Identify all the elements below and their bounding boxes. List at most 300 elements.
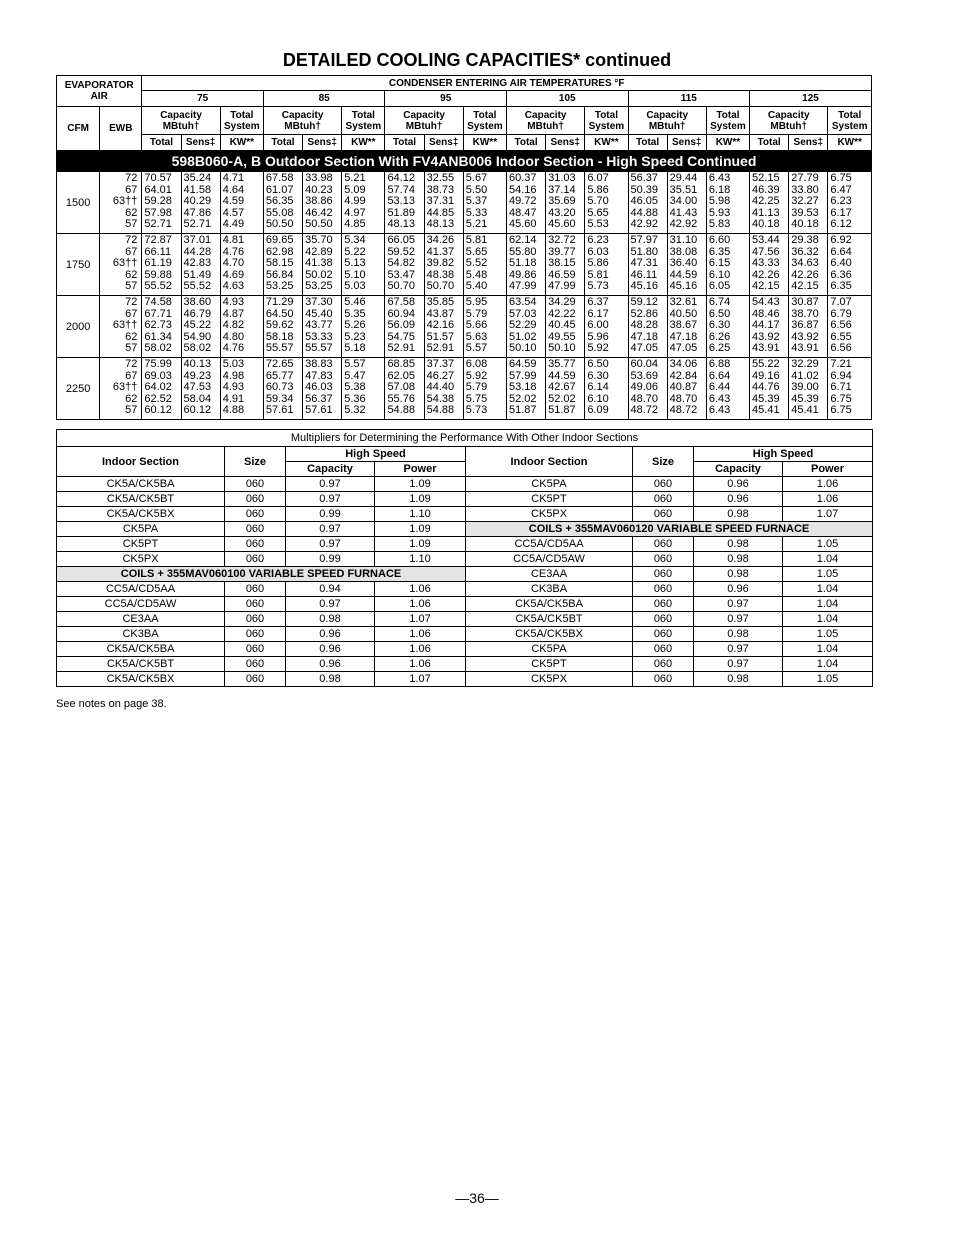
data-value: 72.65 xyxy=(265,358,294,370)
mult-cell: 1.04 xyxy=(783,657,873,672)
data-value: 64.59 xyxy=(508,358,537,370)
cfm-group-row xyxy=(57,358,872,420)
mult-cell: CC5A/CD5AW xyxy=(466,552,633,567)
data-cell xyxy=(750,172,789,234)
size-header: Size xyxy=(225,447,286,477)
data-value: 50.10 xyxy=(508,342,537,355)
data-value: 46.39 xyxy=(752,183,780,196)
data-value: 6.30 xyxy=(708,319,731,332)
data-value: 42.89 xyxy=(305,245,333,258)
data-value: 31.10 xyxy=(669,234,698,246)
data-value: 44.85 xyxy=(426,206,455,219)
mult-cell: 060 xyxy=(633,537,694,552)
data-value: 50.10 xyxy=(548,342,576,355)
mult-cell: 1.09 xyxy=(375,537,466,552)
data-value: 40.18 xyxy=(791,218,819,231)
data-cell xyxy=(142,172,181,234)
data-value: 52.02 xyxy=(548,392,576,405)
mult-cell: 1.05 xyxy=(783,567,873,582)
data-cell xyxy=(424,234,463,296)
mult-row xyxy=(57,597,873,612)
ewb-value: 72 xyxy=(125,358,138,370)
sens-header: Sens‡ xyxy=(181,135,220,151)
data-value: 7.21 xyxy=(830,358,852,370)
ewb-value: 57 xyxy=(125,342,138,355)
data-value: 6.37 xyxy=(587,296,609,308)
data-value: 39.77 xyxy=(548,245,576,258)
data-value: 5.98 xyxy=(708,195,731,208)
data-value: 54.43 xyxy=(752,296,780,308)
mult-cell: 060 xyxy=(225,477,286,492)
mult-cell: 0.97 xyxy=(286,537,375,552)
data-cell xyxy=(628,296,667,358)
mult-row xyxy=(57,552,873,567)
page-title: DETAILED COOLING CAPACITIES* continued xyxy=(282,50,672,70)
data-value: 5.92 xyxy=(465,369,488,382)
mult-caption-row xyxy=(57,430,873,447)
mult-cell: 0.98 xyxy=(694,567,783,582)
data-cell xyxy=(142,296,181,358)
data-cell xyxy=(585,296,628,358)
data-value: 5.86 xyxy=(587,183,609,196)
data-cell xyxy=(506,172,545,234)
data-value: 4.57 xyxy=(222,206,245,219)
data-value: 4.49 xyxy=(222,218,245,231)
data-value: 35.24 xyxy=(183,172,212,184)
data-value: 49.55 xyxy=(548,330,576,343)
mult-cell: CK5PT xyxy=(466,657,633,672)
data-cell xyxy=(828,358,872,420)
data-value: 47.05 xyxy=(669,342,698,355)
temp-header: 75 xyxy=(142,91,264,107)
data-value: 59.12 xyxy=(630,296,659,308)
data-value: 44.88 xyxy=(630,206,659,219)
data-value: 46.05 xyxy=(630,195,659,208)
temp-header: 125 xyxy=(750,91,872,107)
data-value: 33.98 xyxy=(305,172,333,184)
ewb-values xyxy=(100,172,142,234)
data-value: 4.85 xyxy=(344,218,366,231)
data-value: 43.91 xyxy=(752,342,780,355)
data-value: 68.85 xyxy=(387,358,415,370)
data-value: 29.38 xyxy=(791,234,819,246)
data-value: 6.79 xyxy=(830,307,852,320)
data-value: 4.91 xyxy=(222,392,245,405)
ewb-values xyxy=(100,358,142,420)
mult-cell: 0.98 xyxy=(286,612,375,627)
data-value: 33.80 xyxy=(791,183,819,196)
kw-header: KW** xyxy=(585,135,628,151)
data-cell xyxy=(463,172,506,234)
data-cell xyxy=(585,172,628,234)
data-value: 5.48 xyxy=(465,268,488,281)
data-value: 50.70 xyxy=(387,280,415,293)
data-cell xyxy=(750,296,789,358)
total-header: Total xyxy=(142,135,181,151)
data-value: 5.47 xyxy=(344,369,366,382)
data-value: 5.86 xyxy=(587,257,609,270)
data-value: 5.18 xyxy=(344,342,366,355)
capacity-header: Capacity MBtuh† xyxy=(385,107,463,135)
cfm-value: 2000 xyxy=(57,296,100,358)
data-cell xyxy=(506,234,545,296)
data-value: 45.22 xyxy=(183,319,212,332)
data-value: 5.52 xyxy=(465,257,488,270)
mult-cell: CK5A/CK5BT xyxy=(57,492,225,507)
ewb-value: 62 xyxy=(125,268,138,281)
ewb-value: 63†† xyxy=(112,319,138,332)
data-value: 5.75 xyxy=(465,392,488,405)
data-value: 6.10 xyxy=(587,392,609,405)
cfm-value: 1500 xyxy=(57,172,100,234)
data-value: 58.15 xyxy=(265,257,294,270)
data-value: 38.83 xyxy=(305,358,333,370)
data-value: 47.83 xyxy=(305,369,333,382)
data-value: 42.92 xyxy=(630,218,659,231)
data-cell xyxy=(385,358,424,420)
data-value: 45.60 xyxy=(508,218,537,231)
data-value: 32.27 xyxy=(791,195,819,208)
mult-cell: CC5A/CD5AW xyxy=(57,597,225,612)
indoor-section-header: Indoor Section xyxy=(466,447,633,477)
data-value: 39.00 xyxy=(791,381,819,394)
total-system-header: Total System xyxy=(585,107,628,135)
mult-cell: CK5A/CK5BA xyxy=(57,642,225,657)
mult-cell: 1.06 xyxy=(375,657,466,672)
data-value: 6.88 xyxy=(708,358,731,370)
data-value: 54.90 xyxy=(183,330,212,343)
mult-cell: 060 xyxy=(633,612,694,627)
kw-header: KW** xyxy=(220,135,263,151)
data-value: 5.03 xyxy=(222,358,245,370)
mult-cell: CK5A/CK5BX xyxy=(466,627,633,642)
data-cell xyxy=(220,296,263,358)
data-value: 47.18 xyxy=(630,330,659,343)
data-value: 57.97 xyxy=(630,234,659,246)
data-value: 45.39 xyxy=(791,392,819,405)
data-value: 53.25 xyxy=(305,280,333,293)
data-value: 55.08 xyxy=(265,206,294,219)
capacity-header: Capacity xyxy=(286,462,375,477)
data-cell xyxy=(220,234,263,296)
data-value: 48.72 xyxy=(669,404,698,417)
data-value: 41.58 xyxy=(183,183,212,196)
data-value: 53.44 xyxy=(752,234,780,246)
data-value: 45.16 xyxy=(669,280,698,293)
data-value: 47.99 xyxy=(548,280,576,293)
data-value: 4.70 xyxy=(222,257,245,270)
data-value: 60.94 xyxy=(387,307,415,320)
data-value: 5.83 xyxy=(708,218,731,231)
data-value: 40.13 xyxy=(183,358,212,370)
data-value: 32.72 xyxy=(548,234,576,246)
data-value: 5.65 xyxy=(465,245,488,258)
data-value: 51.18 xyxy=(508,257,537,270)
data-value: 6.55 xyxy=(830,330,852,343)
data-value: 6.56 xyxy=(830,342,852,355)
data-cell xyxy=(546,234,585,296)
data-value: 38.70 xyxy=(791,307,819,320)
data-value: 67.58 xyxy=(265,172,294,184)
data-value: 6.56 xyxy=(830,319,852,332)
total-header: Total xyxy=(263,135,302,151)
data-value: 60.12 xyxy=(183,404,212,417)
data-value: 44.76 xyxy=(752,381,780,394)
mult-cell: 060 xyxy=(633,477,694,492)
mult-row xyxy=(57,627,873,642)
data-value: 48.13 xyxy=(426,218,455,231)
data-value: 62.98 xyxy=(265,245,294,258)
data-value: 53.33 xyxy=(305,330,333,343)
ewb-value: 72 xyxy=(125,172,138,184)
data-value: 48.46 xyxy=(752,307,780,320)
data-value: 5.13 xyxy=(344,257,366,270)
data-value: 6.64 xyxy=(830,245,852,258)
ewb-values xyxy=(100,234,142,296)
data-cell xyxy=(706,358,749,420)
mult-cell: CK5A/CK5BT xyxy=(466,612,633,627)
data-value: 42.83 xyxy=(183,257,212,270)
data-value: 5.23 xyxy=(344,330,366,343)
data-value: 74.58 xyxy=(144,296,172,308)
data-value: 38.60 xyxy=(183,296,212,308)
mult-row xyxy=(57,522,873,537)
mult-cell: CE3AA xyxy=(466,567,633,582)
data-value: 62.73 xyxy=(144,319,172,332)
data-value: 64.50 xyxy=(265,307,294,320)
mult-cell: CK5A/CK5BT xyxy=(57,657,225,672)
data-value: 4.99 xyxy=(344,195,366,208)
data-value: 55.80 xyxy=(508,245,537,258)
data-value: 6.10 xyxy=(708,268,731,281)
mult-cell: 0.99 xyxy=(286,507,375,522)
mult-cell: 1.09 xyxy=(375,522,466,537)
data-value: 56.84 xyxy=(265,268,294,281)
mult-row xyxy=(57,642,873,657)
ewb-value: 57 xyxy=(125,404,138,417)
capacity-header: Capacity MBtuh† xyxy=(750,107,828,135)
data-value: 49.72 xyxy=(508,195,537,208)
data-value: 41.38 xyxy=(305,257,333,270)
mult-cell: CK5A/CK5BX xyxy=(57,507,225,522)
data-value: 51.87 xyxy=(508,404,537,417)
data-cell xyxy=(789,296,828,358)
data-cell xyxy=(789,358,828,420)
data-value: 57.61 xyxy=(305,404,333,417)
data-value: 5.65 xyxy=(587,206,609,219)
mult-cell: 060 xyxy=(225,612,286,627)
data-value: 5.57 xyxy=(465,342,488,355)
data-value: 38.08 xyxy=(669,245,698,258)
condenser-header: CONDENSER ENTERING AIR TEMPERATURES °F xyxy=(142,76,872,91)
mult-cell: CK5PT xyxy=(466,492,633,507)
cooling-capacity-table xyxy=(56,75,872,420)
mult-cell: CK5PT xyxy=(57,537,225,552)
data-value: 48.70 xyxy=(669,392,698,405)
total-header: Total xyxy=(506,135,545,151)
mult-cell: 060 xyxy=(633,642,694,657)
data-value: 72.87 xyxy=(144,234,172,246)
data-value: 54.88 xyxy=(387,404,415,417)
data-value: 51.02 xyxy=(508,330,537,343)
data-value: 5.09 xyxy=(344,183,366,196)
data-value: 44.17 xyxy=(752,319,780,332)
data-value: 48.47 xyxy=(508,206,537,219)
data-cell xyxy=(385,172,424,234)
indoor-section-header: Indoor Section xyxy=(57,447,225,477)
mult-cell: 0.99 xyxy=(286,552,375,567)
mult-cell: 0.98 xyxy=(694,627,783,642)
mult-cell: 1.04 xyxy=(783,582,873,597)
ewb-value: 67 xyxy=(125,183,138,196)
data-value: 6.43 xyxy=(708,392,731,405)
cfm-value: 2250 xyxy=(57,358,100,420)
mult-row xyxy=(57,582,873,597)
data-value: 67.71 xyxy=(144,307,172,320)
data-value: 52.91 xyxy=(426,342,455,355)
data-value: 50.02 xyxy=(305,268,333,281)
data-value: 5.53 xyxy=(587,218,609,231)
mult-cell: 0.97 xyxy=(694,657,783,672)
data-value: 37.01 xyxy=(183,234,212,246)
power-header: Power xyxy=(783,462,873,477)
data-value: 34.06 xyxy=(669,358,698,370)
data-value: 29.44 xyxy=(669,172,698,184)
capacity-header: Capacity xyxy=(694,462,783,477)
data-value: 5.21 xyxy=(465,218,488,231)
mult-cell: 1.07 xyxy=(375,612,466,627)
data-value: 51.89 xyxy=(387,206,415,219)
data-value: 43.20 xyxy=(548,206,576,219)
data-cell xyxy=(263,296,302,358)
mult-cell: CK3BA xyxy=(57,627,225,642)
mult-cell: 0.97 xyxy=(286,522,375,537)
data-value: 5.36 xyxy=(344,392,366,405)
data-value: 47.31 xyxy=(630,257,659,270)
data-cell xyxy=(181,172,220,234)
data-value: 56.09 xyxy=(387,319,415,332)
data-cell xyxy=(750,234,789,296)
mult-cell: 1.04 xyxy=(783,552,873,567)
data-cell xyxy=(303,296,342,358)
data-value: 66.05 xyxy=(387,234,415,246)
data-value: 42.22 xyxy=(548,307,576,320)
data-value: 46.11 xyxy=(630,268,658,281)
mult-row xyxy=(57,537,873,552)
data-cell xyxy=(181,296,220,358)
multipliers-table xyxy=(56,429,873,687)
data-value: 34.00 xyxy=(669,195,698,208)
ewb-value: 57 xyxy=(125,280,138,293)
data-value: 5.81 xyxy=(465,234,488,246)
data-cell xyxy=(667,358,706,420)
data-value: 52.02 xyxy=(508,392,537,405)
data-value: 62.05 xyxy=(387,369,415,382)
capacity-header: Capacity MBtuh† xyxy=(506,107,584,135)
data-value: 5.67 xyxy=(465,172,488,184)
high-speed-header: High Speed xyxy=(286,447,466,462)
data-value: 35.77 xyxy=(548,358,576,370)
data-value: 51.57 xyxy=(426,330,455,343)
data-value: 60.73 xyxy=(265,381,294,394)
mult-cell: 1.04 xyxy=(783,597,873,612)
temp-header: 115 xyxy=(628,91,750,107)
mult-cell: 060 xyxy=(225,672,286,687)
data-value: 64.02 xyxy=(144,381,172,394)
data-value: 4.97 xyxy=(344,206,366,219)
kw-header: KW** xyxy=(463,135,506,151)
data-value: 5.03 xyxy=(344,280,366,293)
data-value: 4.69 xyxy=(222,268,245,281)
data-value: 41.37 xyxy=(426,245,455,258)
data-value: 34.63 xyxy=(791,257,819,270)
data-value: 4.87 xyxy=(222,307,245,320)
evaporator-air-header: EVAPORATOR AIR xyxy=(57,76,142,107)
total-system-header: Total System xyxy=(706,107,749,135)
data-value: 6.12 xyxy=(830,218,852,231)
data-value: 60.04 xyxy=(630,358,659,370)
data-value: 49.16 xyxy=(752,369,780,382)
data-value: 42.84 xyxy=(669,369,698,382)
page-number: —36— xyxy=(455,1190,499,1206)
data-value: 4.63 xyxy=(222,280,245,293)
data-value: 6.74 xyxy=(708,296,731,308)
cfm-group-row xyxy=(57,296,872,358)
data-value: 45.39 xyxy=(752,392,780,405)
mult-cell: 060 xyxy=(633,582,694,597)
data-value: 37.31 xyxy=(426,195,455,208)
mult-cell: 060 xyxy=(633,627,694,642)
mult-cell: CK5PX xyxy=(466,507,633,522)
data-value: 5.35 xyxy=(344,307,366,320)
temp-header: 85 xyxy=(263,91,385,107)
data-value: 55.22 xyxy=(752,358,780,370)
data-value: 75.99 xyxy=(144,358,172,370)
ewb-value: 63†† xyxy=(112,257,138,270)
data-value: 60.12 xyxy=(144,404,172,417)
data-value: 43.87 xyxy=(426,307,455,320)
data-value: 5.40 xyxy=(465,280,488,293)
data-value: 30.87 xyxy=(791,296,819,308)
data-cell xyxy=(303,234,342,296)
mult-cell: CK5PA xyxy=(466,642,633,657)
ewb-value: 57 xyxy=(125,218,138,231)
data-value: 52.29 xyxy=(508,319,537,332)
data-cell xyxy=(342,172,385,234)
data-cell xyxy=(181,234,220,296)
data-value: 57.61 xyxy=(265,404,294,417)
mult-header-row-1 xyxy=(57,447,873,462)
data-value: 5.73 xyxy=(587,280,609,293)
data-value: 54.88 xyxy=(426,404,455,417)
mult-cell: 0.98 xyxy=(286,672,375,687)
mult-cell: 1.06 xyxy=(375,582,466,597)
data-value: 27.79 xyxy=(791,172,819,184)
mult-cell: CK5PX xyxy=(466,672,633,687)
total-system-header: Total System xyxy=(342,107,385,135)
data-value: 6.94 xyxy=(830,369,852,382)
sens-header: Sens‡ xyxy=(789,135,828,151)
data-value: 5.95 xyxy=(465,296,488,308)
data-value: 37.30 xyxy=(305,296,333,308)
ewb-value: 72 xyxy=(125,234,138,246)
data-value: 53.25 xyxy=(265,280,294,293)
data-cell xyxy=(667,234,706,296)
mult-cell: 0.96 xyxy=(286,657,375,672)
data-value: 6.75 xyxy=(830,392,852,405)
mult-cell: 1.10 xyxy=(375,507,466,522)
data-value: 42.67 xyxy=(548,381,576,394)
